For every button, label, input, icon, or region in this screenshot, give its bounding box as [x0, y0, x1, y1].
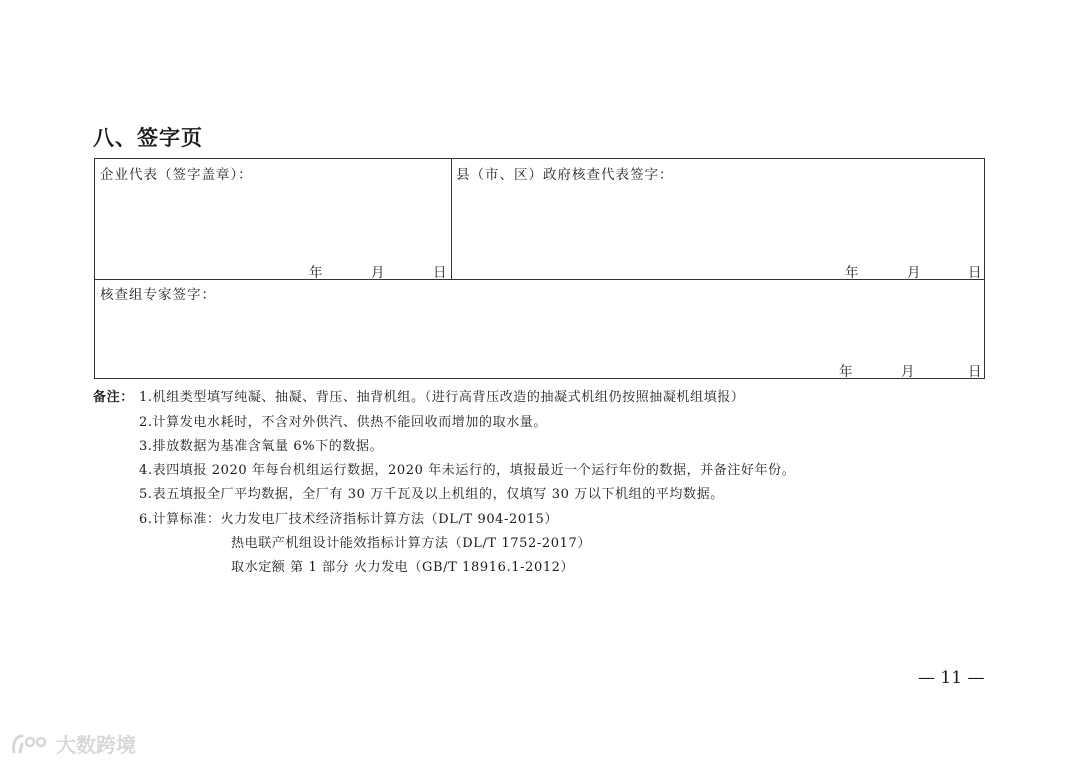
- note-item: 6.计算标准：火力发电厂技术经济指标计算方法（DL/T 904-2015）: [139, 512, 559, 527]
- county-gov-rep-label: 县（市、区）政府核查代表签字：: [456, 167, 674, 183]
- enterprise-rep-label: 企业代表（签字盖章）：: [100, 167, 253, 183]
- note-item: 5.表五填报全厂平均数据，全厂有 30 万千瓦及以上机组的，仅填写 30 万以下机组的平均数据。: [139, 487, 724, 502]
- county-date-year: 年: [845, 265, 859, 281]
- county-date-month: 月: [907, 265, 921, 281]
- watermark-text: 大数跨境: [56, 733, 136, 757]
- expert-date-year: 年: [839, 364, 853, 380]
- note-item: 4.表四填报 2020 年每台机组运行数据，2020 年未运行的，填报最近一个运行年份的数据，并备注好年份。: [139, 463, 796, 478]
- note-item: 2.计算发电水耗时，不含对外供汽、供热不能回收而增加的取水量。: [139, 415, 548, 430]
- notes-heading: 备注：: [93, 390, 134, 405]
- note-item: 3.排放数据为基准含氧量 6%下的数据。: [139, 439, 384, 454]
- signature-table: [94, 158, 985, 379]
- logo-icon: [10, 732, 50, 756]
- enterprise-date-year: 年: [309, 265, 323, 281]
- expert-date-month: 月: [901, 364, 915, 380]
- table-vertical-divider: [451, 159, 452, 279]
- section-title: 八、签字页: [93, 126, 203, 150]
- county-date-day: 日: [968, 265, 982, 281]
- expert-date-day: 日: [968, 364, 982, 380]
- standard-item: 取水定额 第 1 部分 火力发电（GB/T 18916.1-2012）: [231, 560, 575, 575]
- page-number: — 11 —: [918, 668, 985, 688]
- standard-item: 热电联产机组设计能效指标计算方法（DL/T 1752-2017）: [231, 536, 591, 551]
- watermark: [10, 729, 136, 758]
- enterprise-date-month: 月: [371, 265, 385, 281]
- note-item: 1.机组类型填写纯凝、抽凝、背压、抽背机组。（进行高背压改造的抽凝式机组仍按照抽凝机组填报）: [139, 390, 745, 405]
- enterprise-date-day: 日: [433, 265, 447, 281]
- expert-label: 核查组专家签字：: [100, 287, 216, 303]
